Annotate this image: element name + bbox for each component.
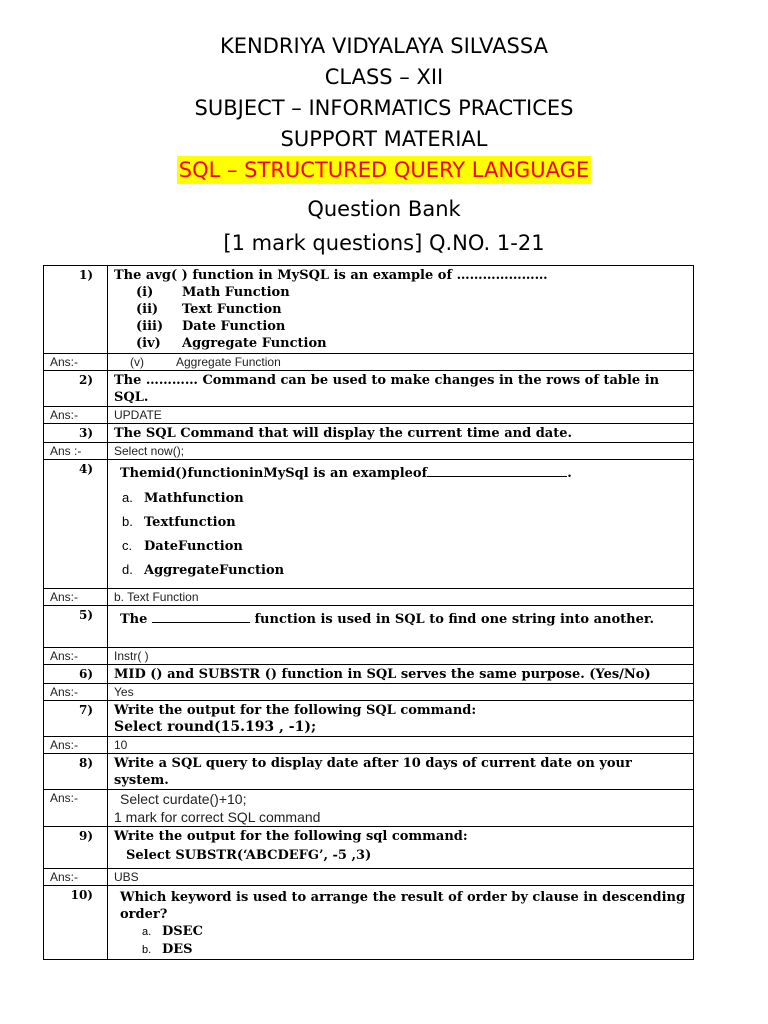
option-letter: a. bbox=[142, 926, 152, 938]
question-row bbox=[44, 266, 694, 354]
question-text: The SQL Command that will display the current time and date. bbox=[108, 424, 694, 443]
topic-highlight: SQL – STRUCTURED QUERY LANGUAGE bbox=[178, 158, 590, 182]
option-item bbox=[114, 318, 687, 335]
answer-label: Ans:- bbox=[44, 737, 108, 754]
answer-text: b. Text Function bbox=[108, 589, 694, 606]
answer-text: UPDATE bbox=[108, 407, 694, 424]
class-line: CLASS – XII bbox=[324, 65, 444, 89]
option-text: Aggregate Function bbox=[182, 336, 327, 351]
option-letter: b. bbox=[122, 514, 133, 529]
question-command: Select round(15.193 , -1); bbox=[114, 719, 317, 735]
option-text: Text Function bbox=[182, 302, 282, 317]
question-row bbox=[44, 606, 694, 648]
answer-label: Ans:- bbox=[44, 648, 108, 665]
option-letter: d. bbox=[122, 562, 133, 577]
answer-label: Ans:- bbox=[44, 869, 108, 886]
question-stem: Write the output for the following sql command: bbox=[114, 829, 468, 844]
question-row bbox=[44, 827, 694, 869]
answer-command: Select curdate()+10; bbox=[120, 791, 247, 807]
question-text bbox=[108, 606, 694, 648]
answer-row bbox=[44, 790, 694, 827]
question-row bbox=[44, 460, 694, 589]
option-item bbox=[120, 923, 687, 941]
option-number: (iv) bbox=[136, 336, 161, 351]
question-stem: Which keyword is used to arrange the result of order by clause in descending order? bbox=[120, 890, 686, 922]
option-number: (ii) bbox=[136, 302, 159, 317]
answer-text: Select now(); bbox=[108, 443, 694, 460]
answer-label: Ans :- bbox=[44, 443, 108, 460]
question-row bbox=[44, 371, 694, 407]
fill-blank bbox=[152, 609, 250, 623]
question-stem: Themid()functioninMySql is an exampleof bbox=[120, 466, 428, 481]
answer-row bbox=[44, 443, 694, 460]
question-stem-end: function is used in SQL to find one string into another. bbox=[254, 612, 655, 627]
answer-text: Yes bbox=[108, 684, 694, 701]
question-command: Select SUBSTR(‘ABCDEFG’, -5 ,3) bbox=[126, 848, 372, 863]
answer-label: Ans:- bbox=[44, 354, 108, 371]
question-number: 2) bbox=[44, 371, 108, 407]
option-item bbox=[114, 335, 687, 352]
option-text: DateFunction bbox=[144, 539, 243, 554]
question-row bbox=[44, 424, 694, 443]
option-text: Math Function bbox=[182, 285, 290, 300]
question-row bbox=[44, 754, 694, 790]
question-stem-end: . bbox=[567, 466, 572, 481]
material-line: SUPPORT MATERIAL bbox=[280, 127, 488, 151]
question-text bbox=[108, 266, 694, 354]
answer-row bbox=[44, 407, 694, 424]
answer-row bbox=[44, 869, 694, 886]
question-bank-subtitle: [1 mark questions] Q.NO. 1-21 bbox=[223, 231, 545, 255]
option-text: Textfunction bbox=[144, 515, 236, 530]
answer-row bbox=[44, 737, 694, 754]
option-text: Date Function bbox=[182, 319, 286, 334]
question-stem: The avg( ) function in MySQL is an example of ………………… bbox=[114, 268, 548, 283]
answer-text bbox=[108, 790, 694, 827]
question-text bbox=[108, 886, 694, 960]
question-text: MID () and SUBSTR () function in SQL serves the same purpose. (Yes/No) bbox=[108, 665, 694, 684]
answer-label: Ans:- bbox=[44, 790, 108, 827]
question-row bbox=[44, 886, 694, 960]
option-text: DES bbox=[162, 942, 193, 957]
option-number: (iii) bbox=[136, 319, 164, 334]
school-name: KENDRIYA VIDYALAYA SILVASSA bbox=[220, 34, 548, 58]
question-number: 5) bbox=[44, 606, 108, 648]
fill-blank bbox=[427, 463, 567, 477]
question-number: 1) bbox=[44, 266, 108, 354]
subject-line: SUBJECT – INFORMATICS PRACTICES bbox=[194, 96, 574, 120]
answer-option-text: Aggregate Function bbox=[176, 355, 281, 369]
question-number: 6) bbox=[44, 665, 108, 684]
question-number: 4) bbox=[44, 460, 108, 589]
question-text bbox=[108, 460, 694, 589]
answer-text: UBS bbox=[108, 869, 694, 886]
option-text: DSEC bbox=[162, 924, 203, 939]
answer-row bbox=[44, 684, 694, 701]
question-text: The ………… Command can be used to make changes in the rows of table in SQL. bbox=[108, 371, 694, 407]
question-row bbox=[44, 665, 694, 684]
question-number: 9) bbox=[44, 827, 108, 869]
answer-note: 1 mark for correct SQL command bbox=[114, 809, 321, 825]
option-letter: a. bbox=[122, 490, 133, 505]
option-letter: c. bbox=[122, 538, 133, 553]
question-number: 3) bbox=[44, 424, 108, 443]
option-item bbox=[114, 558, 687, 582]
answer-option-number: (v) bbox=[130, 355, 144, 369]
question-number: 8) bbox=[44, 754, 108, 790]
question-stem: The bbox=[120, 612, 148, 627]
option-item bbox=[114, 486, 687, 510]
option-item bbox=[114, 284, 687, 301]
option-text: AggregateFunction bbox=[144, 563, 285, 578]
answer-text: Instr( ) bbox=[108, 648, 694, 665]
option-letter: b. bbox=[142, 944, 152, 956]
question-bank-title: Question Bank bbox=[307, 197, 461, 221]
option-number: (i) bbox=[136, 285, 154, 300]
answer-row bbox=[44, 589, 694, 606]
answer-text: 10 bbox=[108, 737, 694, 754]
question-table bbox=[43, 265, 694, 960]
answer-row bbox=[44, 648, 694, 665]
question-text: Write a SQL query to display date after 10 days of current date on your system. bbox=[108, 754, 694, 790]
option-text: Mathfunction bbox=[144, 491, 244, 506]
option-item bbox=[114, 301, 687, 318]
question-stem: Write the output for the following SQL command: bbox=[114, 703, 477, 718]
question-text bbox=[108, 701, 694, 737]
answer-row bbox=[44, 354, 694, 371]
question-row bbox=[44, 701, 694, 737]
answer-text bbox=[108, 354, 694, 371]
option-item bbox=[114, 534, 687, 558]
option-item bbox=[114, 510, 687, 534]
option-item bbox=[120, 941, 687, 959]
answer-label: Ans:- bbox=[44, 684, 108, 701]
answer-label: Ans:- bbox=[44, 589, 108, 606]
question-text bbox=[108, 827, 694, 869]
question-number: 7) bbox=[44, 701, 108, 737]
question-number: 10) bbox=[44, 886, 108, 960]
answer-label: Ans:- bbox=[44, 407, 108, 424]
document-header bbox=[0, 0, 768, 260]
